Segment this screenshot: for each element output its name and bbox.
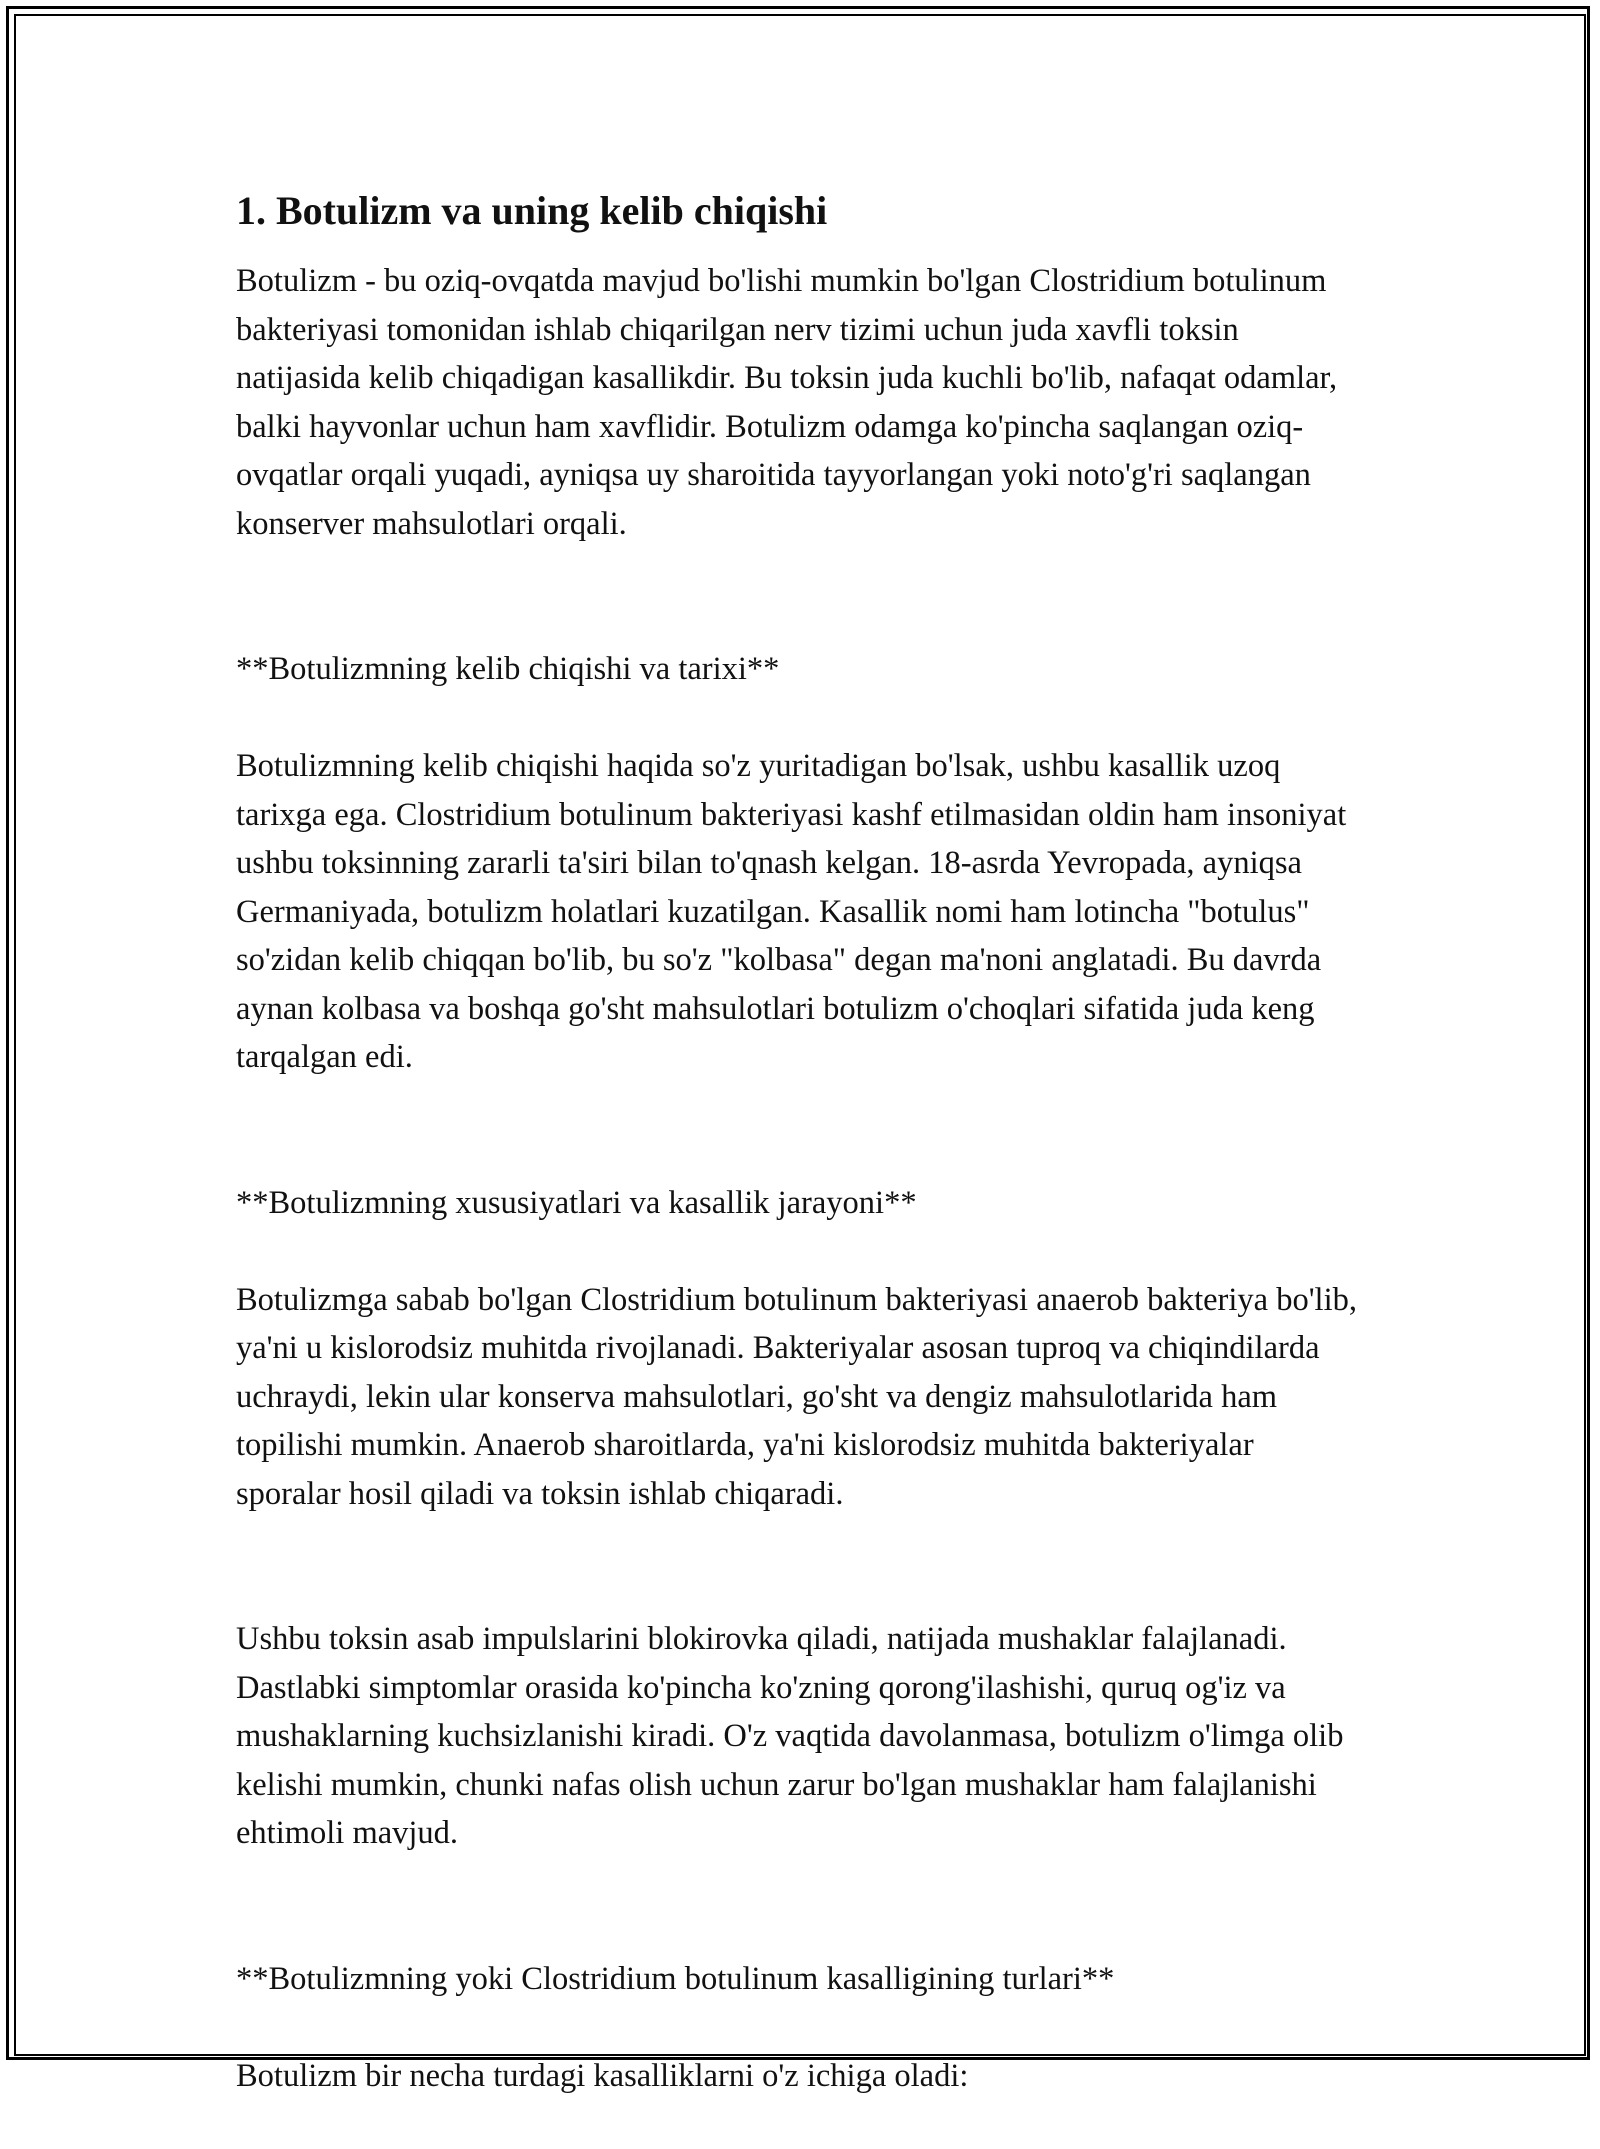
- section-text: Botulizm bir necha turdagi kasalliklarni o'z ichiga oladi:: [236, 2057, 969, 2094]
- section-history: [236, 597, 1366, 1082]
- intro-paragraph: Botulizm - bu oziq-ovqatda mavjud bo'lishi mumkin bo'lgan Clostridium botulinum bakteriyasi tomonidan ishlab chiqarilgan nerv tizimi uchun juda xavfli toksin natijasida kelib chiqadigan kasallikdir. Bu toksin juda kuchli bo'lib, nafaqat odamlar, balki hayvonlar uchun ham xavflidir. Botulizm odamga ko'pincha saqlangan oziq-ovqatlar orqali yuqadi, ayniqsa uy sharoitida tayyorlangan yoki noto'g'ri saqlangan konserver mahsulotlari orqali.: [236, 263, 1338, 542]
- section-text: Botulizmning kelib chiqishi haqida so'z yuritadigan bo'lsak, ushbu kasallik uzoq tarixga ega. Clostridium botulinum bakteriyasi kashf etilmasidan oldin ham insoniyat ushbu toksinning zararli ta'siri bilan to'qnash kelgan. 18-asrda Yevropada, ayniqsa Germaniyada, botulizm holatlari kuzatilgan. Kasallik nomi ham lotincha "botulus" so'zidan kelib chiqqan bo'lib, bu so'z "kolbasa" degan ma'noni anglatadi. Bu davrda aynan kolbasa va boshqa go'sht mahsulotlari botulizm o'choqlari sifatida juda keng tarqalgan edi.: [236, 748, 1347, 1075]
- section-characteristics: [236, 1130, 1366, 1518]
- section-toxin-effects: [236, 1567, 1366, 1858]
- section-text: Ushbu toksin asab impulslarini blokirovka qiladi, natijada mushaklar falajlanadi. Dastlabki simptomlar orasida ko'pincha ko'zning qorong'ilashishi, quruq og'iz va mushaklarning kuchsizlanishi kiradi. O'z vaqtida davolanmasa, botulizm o'limga olib kelishi mumkin, chunki nafas olish uchun zarur bo'lgan mushaklar ham falajlanishi ehtimoli mavjud.: [236, 1621, 1344, 1851]
- section-heading: **Botulizmning xususiyatlari va kasallik jarayoni**: [236, 1184, 917, 1221]
- section-types: [236, 1906, 1366, 2100]
- document-title: 1. Botulizm va uning kelib chiqishi: [236, 188, 828, 233]
- section-text: Botulizmga sabab bo'lgan Clostridium botulinum bakteriyasi anaerob bakteriya bo'lib, ya'ni u kislorodsiz muhitda rivojlanadi. Bakteriyalar asosan tuproq va chiqindilarda uchraydi, lekin ular konserva mahsulotlari, go'sht va dengiz mahsulotlarida ham topilishi mumkin. Anaerob sharoitlarda, ya'ni kislorodsiz muhitda bakteriyalar sporalar hosil qiladi va toksin ishlab chiqaradi.: [236, 1281, 1357, 1512]
- section-heading: **Botulizmning yoki Clostridium botulinum kasalligining turlari**: [236, 1960, 1115, 1997]
- document-body: [236, 185, 1366, 2149]
- section-heading: **Botulizmning kelib chiqishi va tarixi**: [236, 651, 780, 687]
